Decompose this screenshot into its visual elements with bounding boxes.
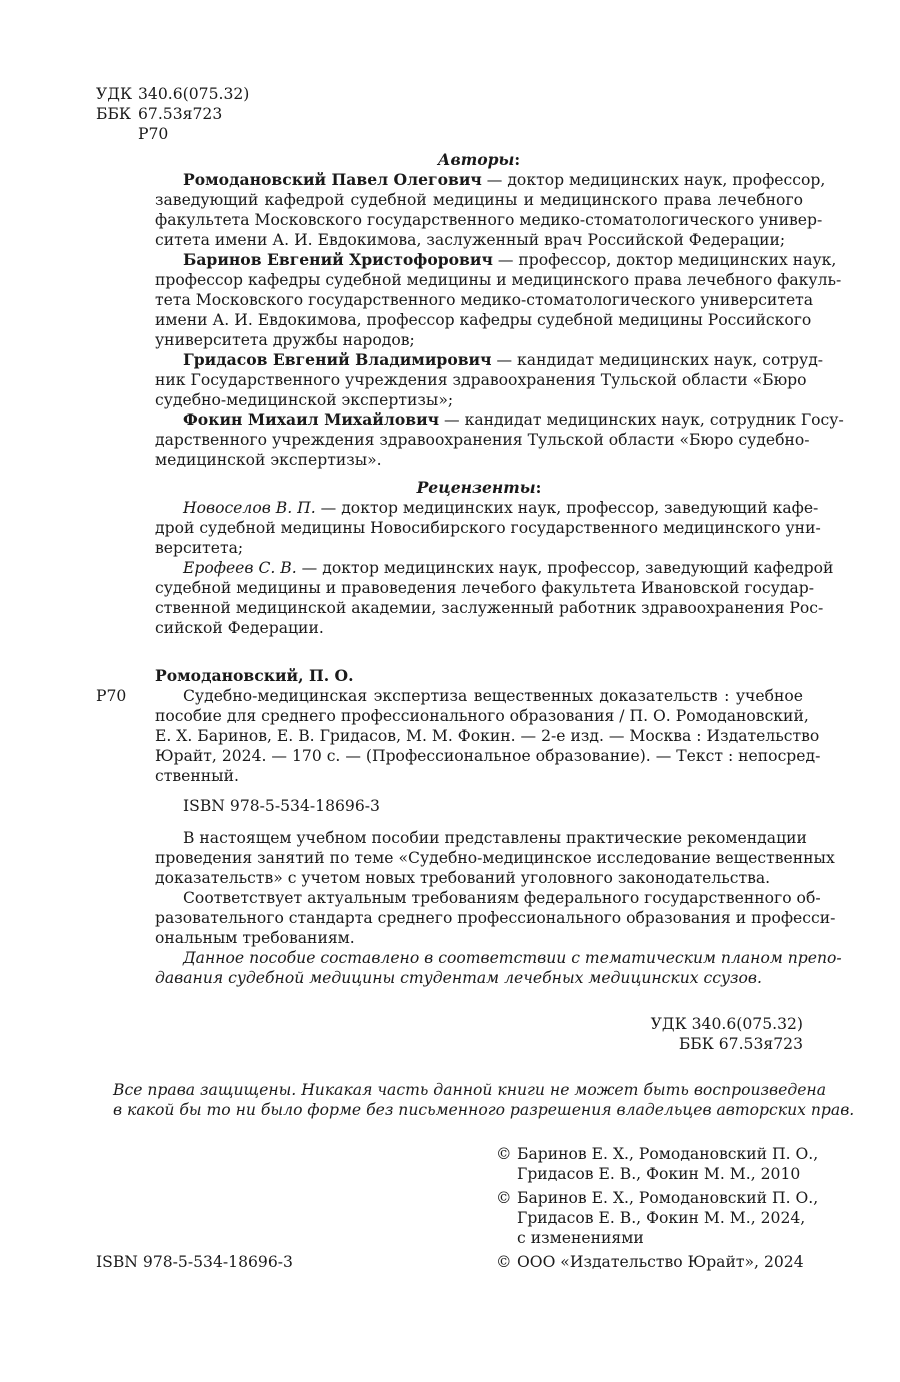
annotation-p2-line-1: Соответствует актуальным требованиям федерального государственного об- <box>183 889 821 907</box>
author-4-line-1: Фокин Михаил Михайлович — кандидат медицинских наук, сотрудник Госу- <box>183 410 844 429</box>
copyright-2-symbol: © <box>496 1189 512 1207</box>
copyright-3-line-1: ООО «Издательство Юрайт», 2024 <box>517 1253 804 1271</box>
reviewer-2-line-2: судебной медицины и правоведения лечебого факультета Ивановской государ- <box>155 579 814 597</box>
author-3-line-2: ник Государственного учреждения здравоохранения Тульской области «Бюро <box>155 371 807 389</box>
bib-line-3: Е. Х. Баринов, Е. В. Гридасов, М. М. Фокин. — 2-е изд. — Москва : Издательство <box>155 727 820 745</box>
author-4-line-3: медицинской экспертизы». <box>155 451 382 469</box>
bib-heading: Ромодановский, П. О. <box>155 666 354 685</box>
annotation-p2-line-2: разовательного стандарта среднего профессионального образования и професси- <box>155 909 836 927</box>
author-3-line-3: судебно-медицинской экспертизы»; <box>155 391 454 409</box>
annotation-p3-line-2: давания судебной медицины студентам лечебных медицинских ссузов. <box>155 969 762 987</box>
annotation-p2-line-3: ональным требованиям. <box>155 929 355 947</box>
authors-heading: Авторы: <box>437 150 521 169</box>
reviewer-2-name: Ерофеев С. В. <box>183 559 297 577</box>
reviewer-2-line-4: сийской Федерации. <box>155 619 324 637</box>
author-3-name: Гридасов Евгений Владимирович <box>183 350 492 369</box>
copyright-2-line-2: Гридасов Е. В., Фокин М. М., 2024, <box>517 1209 806 1227</box>
reviewer-2-line-3: ственной медицинской академии, заслуженный работник здравоохранения Рос- <box>155 599 824 617</box>
reviewer-1-line-3: верситета; <box>155 539 244 557</box>
bottom-bbk: ББК 67.53я723 <box>678 1035 803 1053</box>
author-2-line-2: профессор кафедры судебной медицины и медицинского права лечебного факуль- <box>155 271 842 289</box>
bbk-value: 67.53я723 <box>138 105 223 123</box>
author-1-line-1: Ромодановский Павел Олегович — доктор медицинских наук, профессор, <box>183 170 826 189</box>
isbn-footer: ISBN 978-5-534-18696-3 <box>96 1253 293 1271</box>
author-3-line-1: Гридасов Евгений Владимирович — кандидат медицинских наук, сотруд- <box>183 350 824 369</box>
udk-label: УДК <box>96 85 133 103</box>
reviewer-1-name: Новоселов В. П. <box>183 499 316 517</box>
rights-line-1: Все права защищены. Никакая часть данной книги не может быть воспроизведена <box>113 1081 826 1099</box>
bib-line-1: Судебно-медицинская экспертиза вещественных доказательств : учебное <box>183 687 803 705</box>
author-2-line-1: Баринов Евгений Христофорович — профессор, доктор медицинских наук, <box>183 250 837 269</box>
bib-line-5: ственный. <box>155 767 239 785</box>
udk-value: 340.6(075.32) <box>138 85 250 103</box>
copyright-1-symbol: © <box>496 1145 512 1163</box>
author-1-name: Ромодановский Павел Олегович <box>183 170 482 189</box>
bib-author-mark: Р70 <box>96 687 127 705</box>
copyright-2-line-1: Баринов Е. Х., Ромодановский П. О., <box>517 1189 819 1207</box>
annotation-p1-line-1: В настоящем учебном пособии представлены практические рекомендации <box>183 829 807 847</box>
author-2-line-5: университета дружбы народов; <box>155 331 415 349</box>
rights-line-2: в какой бы то ни было форме без письменного разрешения владельцев авторских прав. <box>113 1101 855 1119</box>
copyright-1-line-1: Баринов Е. Х., Ромодановский П. О., <box>517 1145 819 1163</box>
bottom-udk: УДК 340.6(075.32) <box>650 1015 803 1033</box>
bbk-label: ББК <box>96 105 131 123</box>
author-2-line-4: имени А. И. Евдокимова, профессор кафедры судебной медицины Российского <box>155 311 812 329</box>
copyright-3-symbol: © <box>496 1253 512 1271</box>
author-mark: Р70 <box>138 125 169 143</box>
bib-line-4: Юрайт, 2024. — 170 с. — (Профессиональное образование). — Текст : непосред- <box>155 747 821 765</box>
bib-line-2: пособие для среднего профессионального образования / П. О. Ромодановский, <box>155 707 809 725</box>
reviewer-2-line-1: Ерофеев С. В. — доктор медицинских наук, профессор, заведующий кафедрой <box>183 559 834 577</box>
author-2-name: Баринов Евгений Христофорович <box>183 250 493 269</box>
annotation-p3-line-1: Данное пособие составлено в соответствии с тематическим планом препо- <box>183 949 842 967</box>
author-4-line-2: дарственного учреждения здравоохранения Тульской области «Бюро судебно- <box>155 431 810 449</box>
copyright-2-line-3: с изменениями <box>517 1229 644 1247</box>
author-1-line-2: заведующий кафедрой судебной медицины и медицинского права лечебного <box>155 191 803 209</box>
copyright-1-line-2: Гридасов Е. В., Фокин М. М., 2010 <box>517 1165 801 1183</box>
author-1-line-4: ситета имени А. И. Евдокимова, заслуженный врач Российской Федерации; <box>155 231 786 249</box>
author-2-line-3: тета Московского государственного медико-стоматологического университета <box>155 291 814 309</box>
annotation-p1-line-2: проведения занятий по теме «Судебно-медицинское исследование вещественных <box>155 849 835 867</box>
reviewers-heading: Рецензенты: <box>416 478 542 497</box>
reviewer-1-line-1: Новоселов В. П. — доктор медицинских наук, профессор, заведующий кафе- <box>183 499 819 517</box>
author-4-name: Фокин Михаил Михайлович <box>183 410 440 429</box>
annotation-p1-line-3: доказательств» с учетом новых требований уголовного законодательства. <box>155 869 771 887</box>
bib-isbn: ISBN 978-5-534-18696-3 <box>183 797 380 815</box>
reviewer-1-line-2: дрой судебной медицины Новосибирского государственного медицинского уни- <box>155 519 821 537</box>
author-1-line-3: факультета Московского государственного медико-стоматологического универ- <box>155 211 823 229</box>
